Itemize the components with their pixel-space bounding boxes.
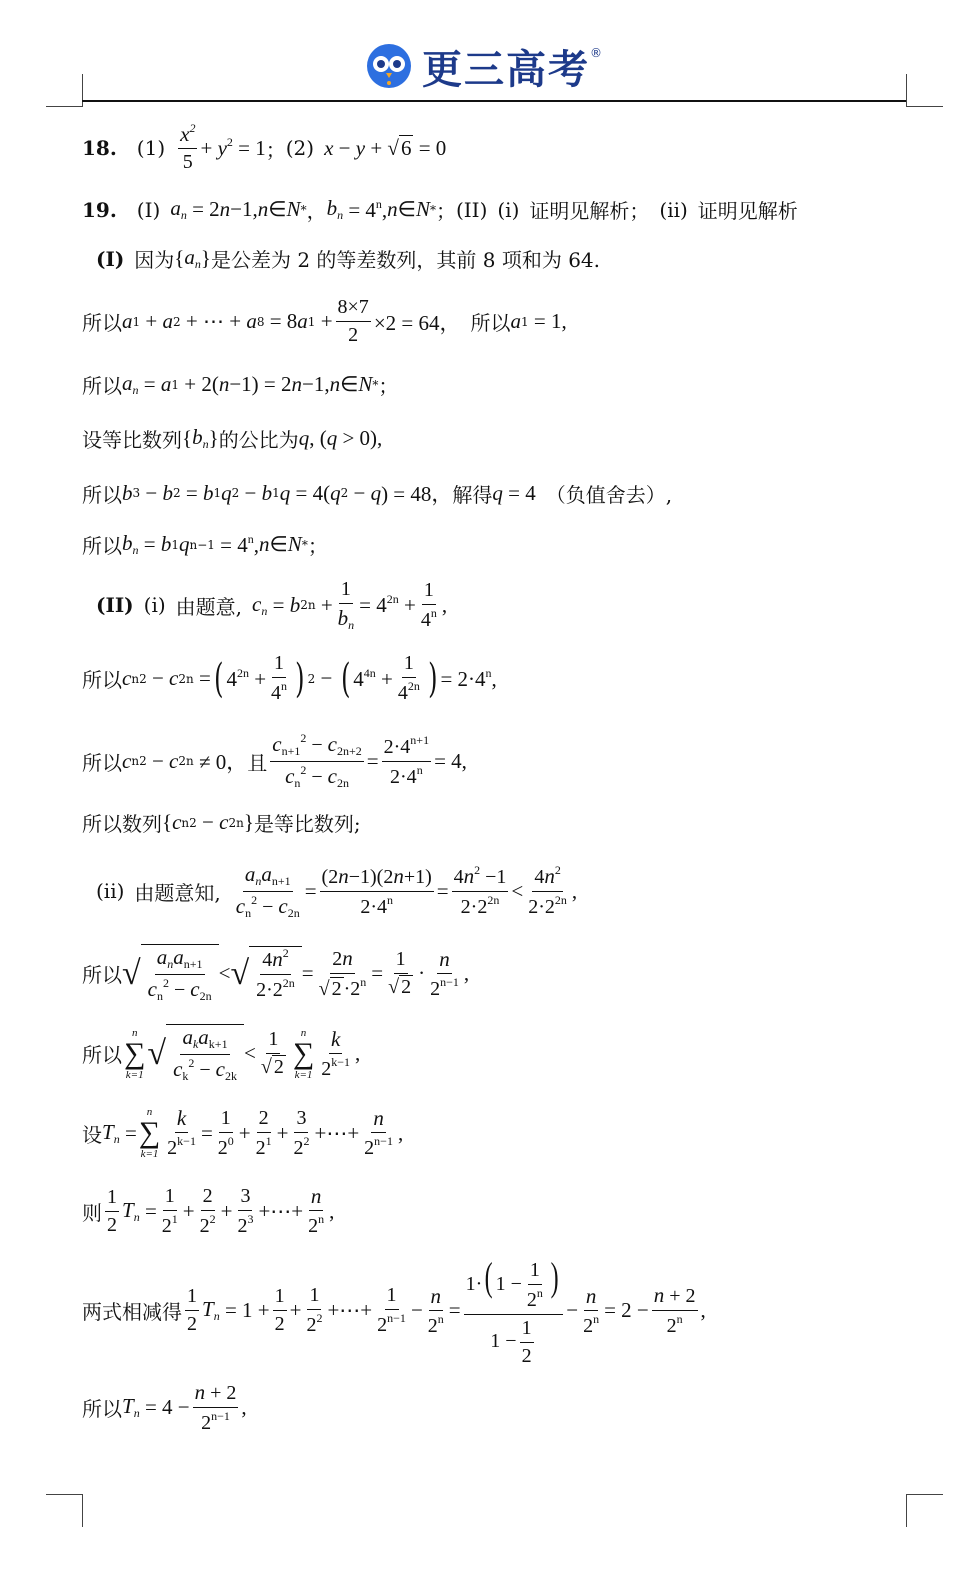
text: 所以数列 [82,812,162,836]
registered-mark: ® [590,46,602,60]
part-label: (I) [136,197,161,222]
solution-II-ii: (ii) 由题意知, $\frac{a_na_{n+1}}{c_n^2 - c_{2n}}$ = $\frac{(2n-1)(2n+1)}{2\cdot 4^n}$ = $\frac{4n^2 -1}{2\cdot 2^{2n}}$ < $\frac{4n^2}{2\cdot 2^{2n}}$ , [96,862,578,920]
text: 所以 [82,1397,122,1421]
text: 所以 [82,750,122,775]
part-label: (II) [96,593,134,618]
solution-line: 则 $\frac{1}{2}$ $T_n$ = $\frac{1}{2^1}$ + $\frac{2}{2^2}$ + $\frac{3}{2^3}$ +⋯+ $\frac{n}{2^n}$ , [82,1184,335,1238]
text: 所以 [82,963,122,988]
header-rule [82,100,906,102]
text: 所以 [82,311,122,335]
text: 所以 [82,482,122,507]
solution-line: 所以 $b_n$ = b 1 q n−1 = $4^n$, n ∈ N * ； [82,531,328,558]
solution-line: 所以 $a_n$ = a 1 + 2( n −1) = 2 n −1, n ∈ N * ； [82,371,399,398]
part-label: (1) [136,136,166,161]
corner-mark-top-right [906,74,943,107]
solution-II-i: (II) (i) 由题意, $c_n$ = b 2n + $\frac{1}{b_n}$ = $4^{2n}$ + $\frac{1}{4^n}$ , [96,578,448,632]
text: 所以 [82,374,122,398]
text: 解得 [452,482,493,507]
solution-line: 所以 $T_n$ = 4 − $\frac{n + 2}{2^{n-1}}$ , [82,1380,247,1434]
text: 所以 [470,311,511,335]
part-label: (2) [285,136,315,161]
answer-19: 19. (I) $a_n$ = 2 n −1, n ∈ N * ， $b_n$ = $4^n$, n ∈ N * ； (II) (i) 证明见解析 ； (ii) 证明见解析 [82,196,798,223]
solution-line: 所以 n ∑ k=1 √ $\frac{a_ka_{k+1}}{c_k^2 - c_{2k}}$ < $\frac{1}{√ 2}$ n ∑ k=1 $\frac{k}{2^{k-1}}$ , [82,1025,361,1083]
brand-logo [366,42,602,93]
solution-line: 所以 b 3 − b 2 = b 1 q 2 − b 1 q = 4( q 2 − q ) = 48， 解得 q = 4 （负值舍去）, [82,480,673,507]
question-number: 18. [82,136,117,161]
solution-line: 所以 c n 2 − c 2n = ( $4^{2n}$ + $\frac{1}{4^n}$ ) 2 − ( $4^{4n}$ + $\frac{1}{4^{2n}}$ ) = $2\cdot 4^n$, [82,652,497,704]
part-label: (ii) [659,197,688,222]
corner-mark-top-left [46,74,83,107]
brand-name: 更三高考 [422,46,590,93]
answer-18: 18. (1) $\frac{x^2}{5}$ + y $^2$ = 1 ； (2) x − y + √6 = 0 [82,121,447,174]
text: 是公差为 2 的等差数列，其前 8 项和为 64. [210,248,601,272]
text: 所以 [82,1043,122,1068]
part-label: (ii) [96,879,125,904]
text: 两式相减得 [82,1300,182,1325]
text: 由题意知, [134,880,221,905]
question-number: 19. [82,197,117,222]
text: 的公比为 [218,428,299,452]
part-label: (i) [497,197,520,222]
part-label: (II) [455,197,488,222]
corner-mark-bottom-right [906,1494,943,1527]
text: 所以 [82,668,122,692]
solution-line: 所以数列 { c n 2 − c 2n } 是等比数列; [82,810,361,836]
answer-text: 证明见解析 [697,199,798,223]
owl-icon [366,43,412,89]
solution-line: 设 $T_n$ = n ∑ k=1 $\frac{k}{2^{k-1}}$ = $\frac{1}{2^0}$ + $\frac{2}{2^1}$ + $\frac{3}{2^2}$ +⋯+ $\frac{n}{2^{n-1}}$ , [82,1106,404,1161]
solution-line: 两式相减得 $\frac{1}{2}$ $T_n$ = 1 + $\frac{1}{2}$ + $\frac{1}{2^2}$ +⋯+ $\frac{1}{2^{n-1}}$ − $\frac{n}{2^n}$ = 1·( 1 − $\frac{1}{2^n}$ ) 1 − $\frac{1}{2}$ − $\frac{n}{2^n}$ = 2 − $\frac{n + 2}{2^n}$ , [82,1254,706,1367]
solution-line: 所以 c n 2 − c 2n ≠ 0， 且 $\frac{c_{n+1}^2 - c_{2n+2}}{c_n^2 - c_{2n}}$ = $\frac{2\cdot 4^{n+1}}{2\cdot 4^n}$ = 4, [82,731,467,790]
text: 是等比数列; [253,812,361,836]
answer-text: 证明见解析 [529,199,630,223]
solution-line: 设等比数列 { $b_n$ } 的公比为 q , ( q > 0), [82,425,383,452]
solution-line: 所以 a 1 + a 2 + ⋯ + a 8 = 8 a 1 + $\frac{8\times 7}{2}$ ×2 = 64， 所以 a 1 = 1, [82,296,567,346]
text: （负值舍去）, [545,482,673,507]
text: 且 [247,750,268,775]
corner-mark-bottom-left [46,1494,83,1527]
part-label: (i) [143,593,166,618]
part-label: (I) [96,246,125,271]
separator: ； [265,137,286,162]
text: 由题意, [175,594,243,619]
solution-I-intro: (I) 因为 { $a_n$ } 是公差为 2 的等差数列，其前 8 项和为 64. [96,245,601,272]
text: 因为 [134,248,175,272]
solution-line: 所以 √ $\frac{a_na_{n+1}}{c_n^2 - c_{2n}}$ < √ $\frac{4n^2}{2\cdot 2^{2n}}$ = $\frac{2n}{√ 2 \cdot 2^n}$ = $\frac{1}{√ 2}$ · $\frac{n}{2^{n-1}}$ , [82,945,470,1003]
text: 设等比数列 [82,428,182,452]
text: 则 [82,1200,102,1225]
text: 设 [82,1122,102,1147]
text: 所以 [82,534,122,558]
